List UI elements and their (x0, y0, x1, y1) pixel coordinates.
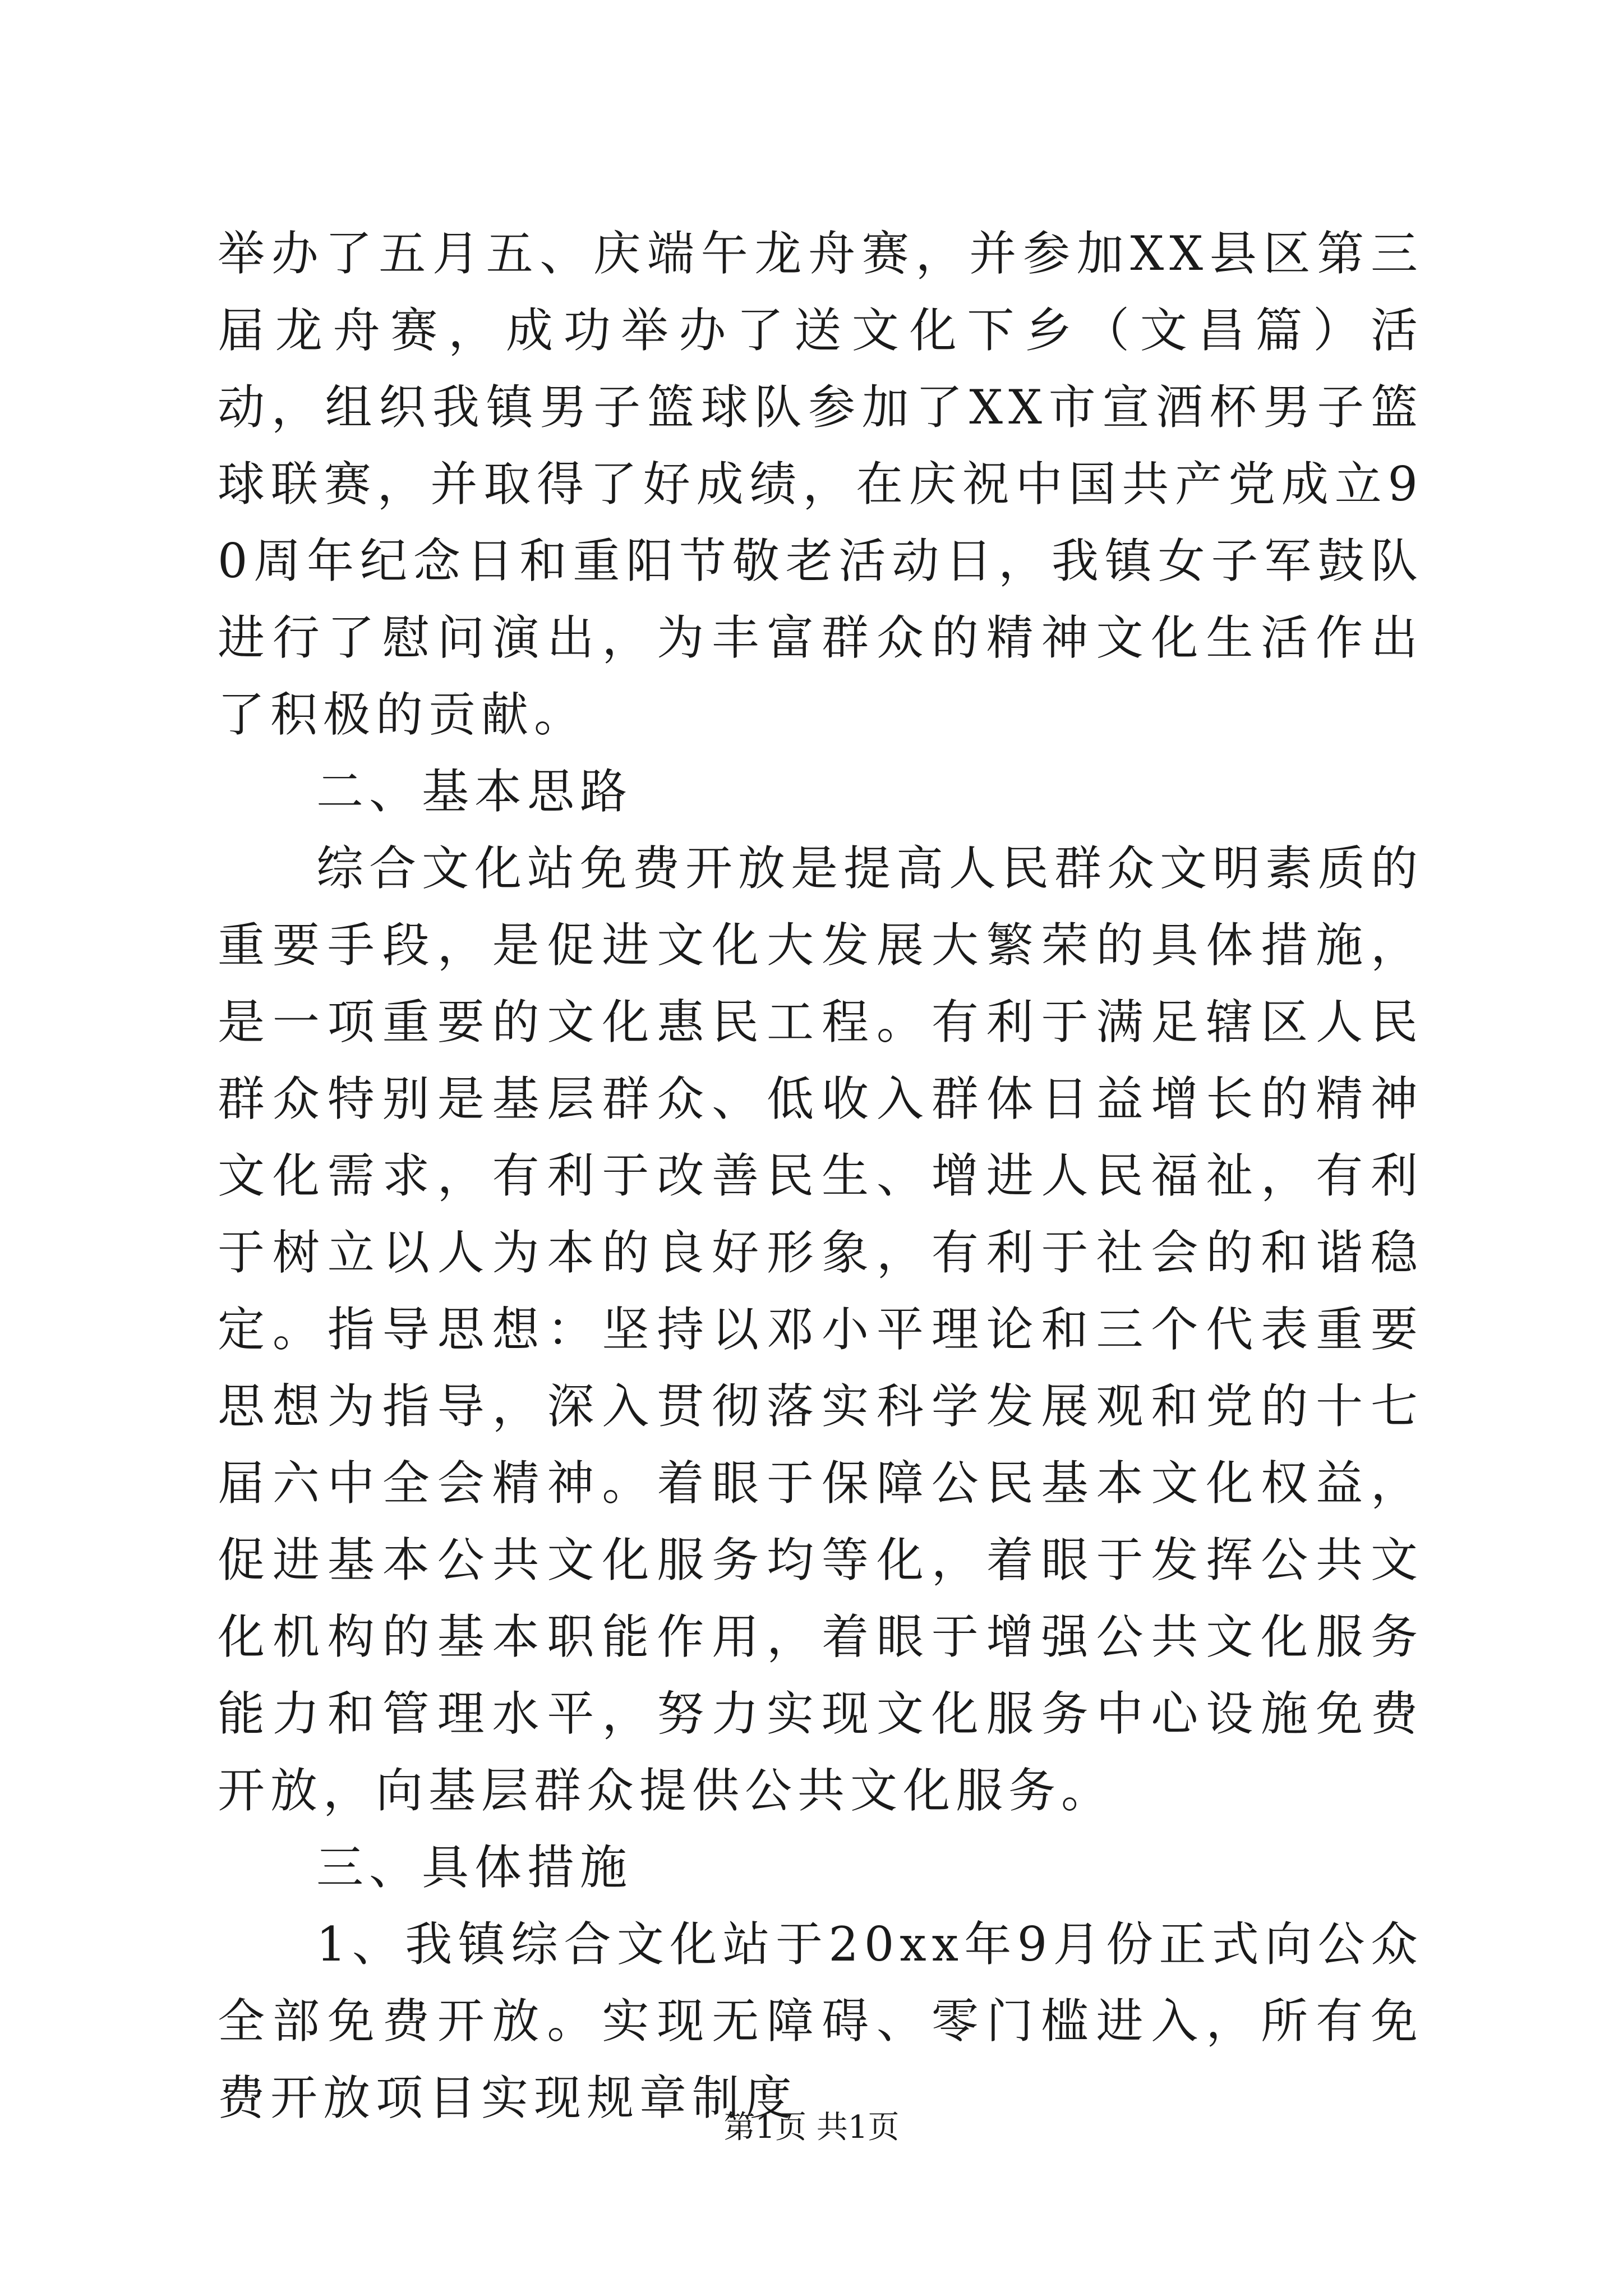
paragraph-activities: 举办了五月五、庆端午龙舟赛，并参加XX县区第三届龙舟赛，成功举办了送文化下乡（文昌篇）活动，组织我镇男子篮球队参加了XX市宣酒杯男子篮球联赛，并取得了好成绩，在庆祝中国共产党成立90周年纪念日和重阳节敬老活动日，我镇女子军鼓队进行了慰问演出，为丰富群众的精神文化生活作出了积极的贡献。 (218, 226, 1423, 742)
section-heading-basic-approach: 二、基本思路 (316, 764, 633, 819)
paragraph-basic-approach: 综合文化站免费开放是提高人民群众文明素质的重要手段，是促进文化大发展大繁荣的具体措施，是一项重要的文化惠民工程。有利于满足辖区人民群众特别是基层群众、低收入群体日益增长的精神文化需求，有利于改善民生、增进人民福祉，有利于树立以人为本的良好形象，有利于社会的和谐稳定。指导思想：坚持以邓小平理论和三个代表重要思想为指导，深入贯彻落实科学发展观和党的十七届六中全会精神。着眼于保障公民基本文化权益，促进基本公共文化服务均等化，着眼于发挥公共文化机构的基本职能作用，着眼于增强公共文化服务能力和管理水平，努力实现文化服务中心设施免费开放，向基层群众提供公共文化服务。 (218, 841, 1424, 1818)
document-body (218, 215, 1423, 2137)
section-heading-specific-measures: 三、具体措施 (316, 1840, 633, 1895)
paragraph-measure-1: 1、我镇综合文化站于20xx年9月份正式向公众全部免费开放。实现无障碍、零门槛进入，所有免费开放项目实现规章制度 (218, 1917, 1423, 2125)
page-footer: 第1页 共1页 (723, 2109, 900, 2146)
